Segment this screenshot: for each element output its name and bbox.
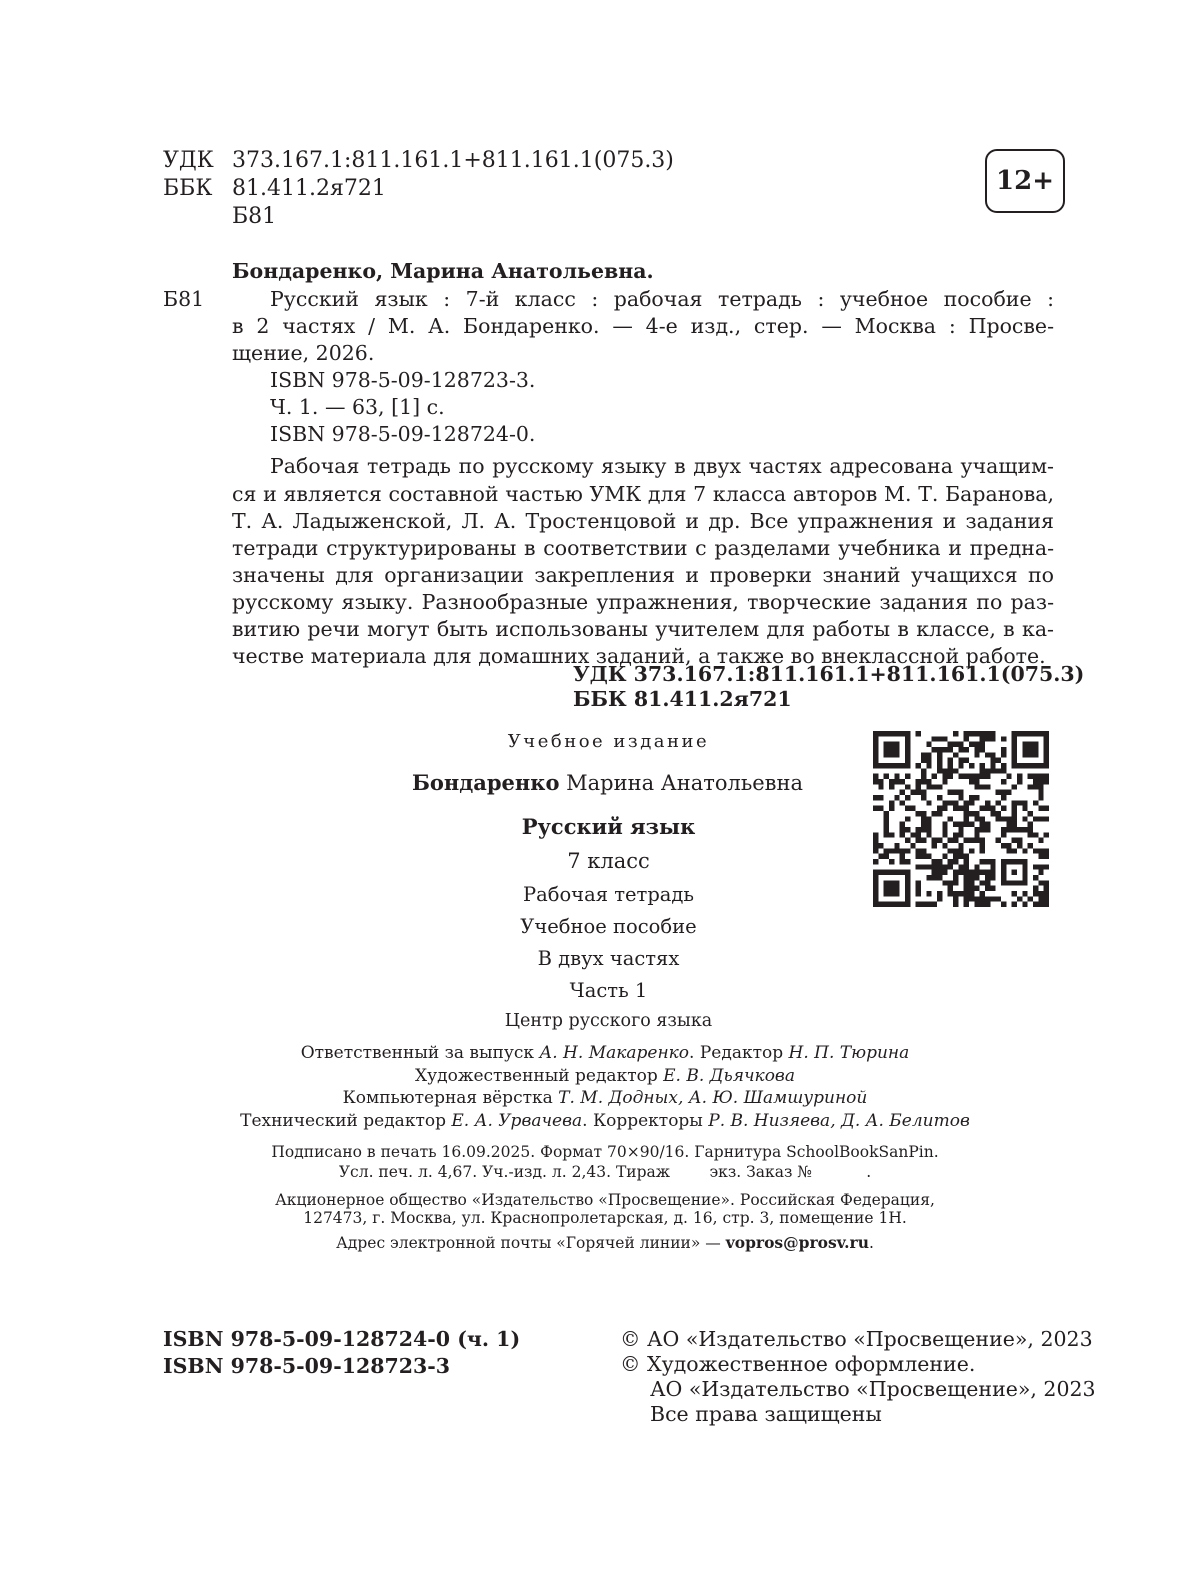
annotation-line: честве материала для домашних заданий, а также во внеклассной работе. <box>232 644 1046 668</box>
catalog-author-heading: Бондаренко, Марина Анатольевна. <box>232 259 654 283</box>
copyright-line: Все права защищены <box>650 1402 882 1426</box>
credits-line: Художественный редактор Е. В. Дьячкова <box>415 1066 795 1086</box>
annotation-line: Т. А. Ладыженской, Л. А. Тростенцовой и др. Все упражнения и задания <box>232 509 1054 533</box>
bbk-label: ББК <box>163 176 213 201</box>
credits-line: Ответственный за выпуск А. Н. Макаренко. Редактор Н. П. Тюрина <box>300 1043 910 1063</box>
credits-line: Технический редактор Е. А. Урвачева. Корректоры Р. В. Низяева, Д. А. Белитов <box>240 1111 970 1131</box>
age-rating-badge: 12+ <box>985 149 1065 213</box>
credits-line: Компьютерная вёрстка Т. М. Додных, А. Ю. Шамшуриной <box>342 1088 868 1108</box>
annotation-line: тетради структурированы в соответствии с разделами учебника и предна- <box>232 536 1054 560</box>
annotation-line: витию речи могут быть использованы учителем для работы в классе, в ка- <box>232 617 1054 641</box>
catalog-desc-line: в 2 частях / М. А. Бондаренко. — 4-е изд., стер. — Москва : Просве- <box>232 314 1054 338</box>
catalog-part-pages: Ч. 1. — 63, [1] с. <box>270 395 445 419</box>
imprint-author <box>360 770 855 795</box>
hotline-email: Адрес электронной почты «Горячей линии» — vopros@prosv.ru. <box>336 1233 874 1252</box>
annotation-line: значены для организации закрепления и проверки знаний учащихся по <box>232 563 1054 587</box>
imprint-subtitle: В двух частях <box>537 947 680 970</box>
imprint-grade: 7 класс <box>567 849 650 873</box>
footer-isbn: ISBN 978-5-09-128724-0 (ч. 1) <box>163 1327 521 1351</box>
catalog-desc-line: Русский язык : 7-й класс : рабочая тетрадь : учебное пособие : <box>270 287 1054 311</box>
copyright-line: © Художественное оформление. <box>620 1352 976 1376</box>
catalog-desc-line: щение, 2026. <box>232 341 375 365</box>
imprint-author-name: Марина Анатольевна <box>559 771 804 795</box>
author-sign: Б81 <box>232 204 277 229</box>
email-link[interactable]: vopros@prosv.ru <box>725 1233 869 1252</box>
catalog-isbn-part: ISBN 978-5-09-128724-0. <box>270 422 536 446</box>
qr-code <box>873 731 1049 907</box>
edition-type: Учебное издание <box>507 731 710 752</box>
udk-label: УДК <box>163 148 214 173</box>
catalog-isbn-set: ISBN 978-5-09-128723-3. <box>270 368 536 392</box>
bbk-value: 81.411.2я721 <box>232 176 386 201</box>
annotation-line: русскому языку. Разнообразные упражнения, творческие задания по раз- <box>232 590 1054 614</box>
imprint-subtitle: Рабочая тетрадь <box>522 883 695 906</box>
annotation-line: ся и является составной частью УМК для 7 класса авторов М. Т. Баранова, <box>232 482 1054 506</box>
copyright-line: АО «Издательство «Просвещение», 2023 <box>650 1377 1096 1401</box>
imprint-author-surname: Бондаренко <box>411 770 560 795</box>
annotation-line: Рабочая тетрадь по русскому языку в двух частях адресована учащим- <box>270 454 1054 478</box>
udk-value: 373.167.1:811.161.1+811.161.1(075.3) <box>232 148 674 173</box>
imprint-center: Центр русского языка <box>504 1011 713 1031</box>
imprint-title: Русский язык <box>521 814 696 839</box>
print-signed: Подписано в печать 16.09.2025. Формат 70×90/16. Гарнитура SchoolBookSanPin. <box>271 1143 939 1161</box>
imprint-subtitle: Учебное пособие <box>520 915 697 938</box>
catalog-sign: Б81 <box>163 287 205 311</box>
publisher-line: Акционерное общество «Издательство «Просвещение». Российская Федерация, <box>275 1191 935 1209</box>
imprint-subtitle: Часть 1 <box>569 979 648 1002</box>
copyright-line: © АО «Издательство «Просвещение», 2023 <box>620 1327 1093 1351</box>
print-sheets: Усл. печ. л. 4,67. Уч.-изд. л. 2,43. Тираж экз. Заказ № . <box>338 1163 872 1181</box>
udk-footer: УДК 373.167.1:811.161.1+811.161.1(075.3) <box>573 662 1085 686</box>
bbk-footer: ББК 81.411.2я721 <box>573 687 792 711</box>
footer-isbn: ISBN 978-5-09-128723-3 <box>163 1354 451 1378</box>
publisher-line: 127473, г. Москва, ул. Краснопролетарская, д. 16, стр. 3, помещение 1Н. <box>303 1209 907 1227</box>
